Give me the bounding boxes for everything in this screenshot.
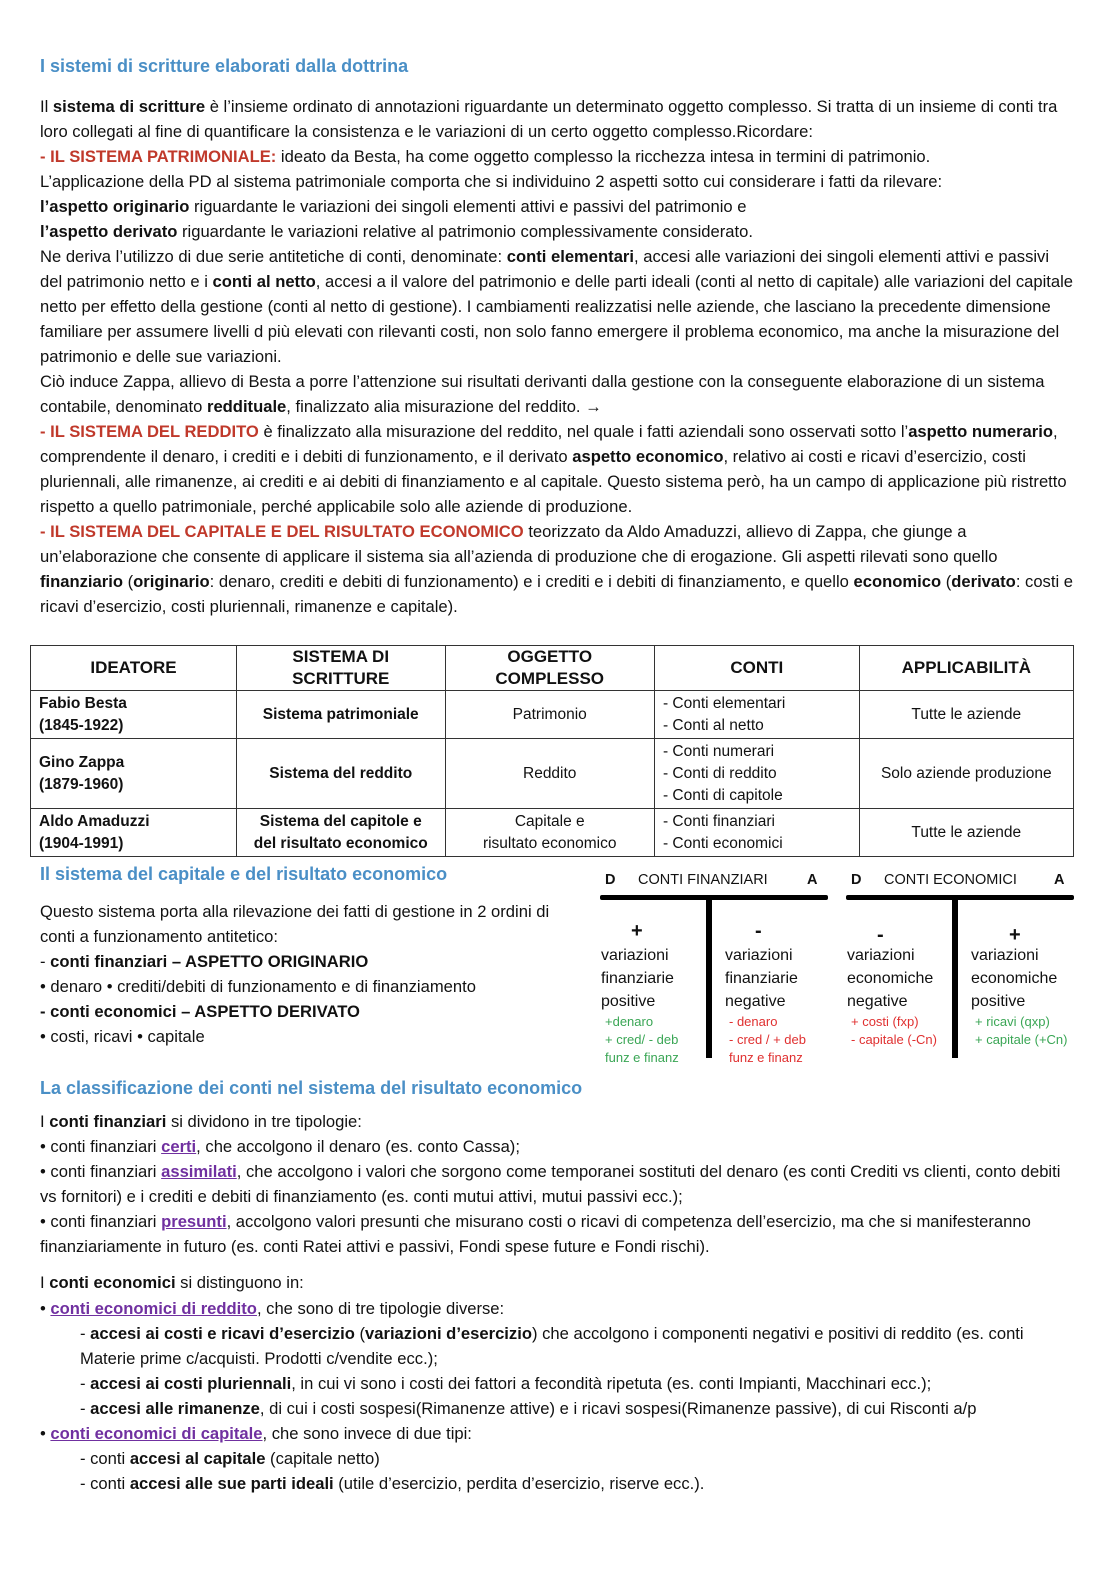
cell-applicabilita: Tutte le aziende	[859, 691, 1073, 739]
debit-label: D	[605, 872, 616, 888]
text-segment: accesi alle rimanenze	[90, 1399, 260, 1418]
variation-line: positive	[971, 993, 1026, 1010]
heading-sistema-capitale: Il sistema del capitale e del risultato economico	[40, 864, 448, 884]
text-segment: , comprendente il denaro, i crediti e i debiti di funzionamento, e il derivato	[40, 422, 1058, 466]
credit-label: A	[1054, 872, 1065, 888]
cell-oggetto	[445, 691, 654, 739]
cell-sistema	[236, 739, 445, 809]
paragraph	[40, 144, 1074, 169]
note-line: + capitale (+Cn)	[975, 1032, 1068, 1047]
cell-line: Sistema del reddito	[269, 764, 413, 782]
cell-applicabilita: Tutte le aziende	[859, 809, 1073, 857]
column-header: APPLICABILITÀ	[859, 646, 1073, 691]
t-account-divider	[706, 898, 712, 1058]
text-segment: derivato	[951, 572, 1016, 591]
text-segment: • denaro • crediti/debiti di funzionamento e di finanziamento	[40, 977, 476, 996]
text-segment: accesi ai costi pluriennali	[90, 1374, 292, 1393]
text-segment: : costi e ricavi d’esercizio, costi pluriennali, rimanenze e capitale).	[40, 572, 1073, 616]
paragraph	[40, 1371, 1074, 1396]
paragraph	[40, 194, 1074, 219]
note-line: - denaro	[729, 1014, 778, 1029]
paragraph	[40, 1024, 570, 1049]
text-segment: , relativo ai costi e ricavi d’esercizio, costi pluriennali, alle rimanenze, ai crediti e ai debiti di finanziamento e al capitale. Questo sistema però, ha un campo di applicazione più ristretto rispetto a quello patrimoniale, perché applicabile solo alle aziende di produzione.	[40, 447, 1067, 516]
cell-line: Reddito	[523, 764, 577, 782]
variation-line: variazioni	[971, 947, 1039, 964]
paragraph	[40, 1446, 1074, 1471]
text-segment: ideato da Besta, ha come oggetto complesso la ricchezza intesa in termini di patrimonio.	[276, 147, 931, 166]
text-segment: (	[941, 572, 952, 591]
cell-sistema	[236, 691, 445, 739]
text-segment: - conti	[80, 1449, 130, 1468]
paragraph	[40, 1209, 1074, 1259]
paragraph	[40, 419, 1074, 519]
t-account-side	[725, 944, 806, 1067]
text-segment: è l’insieme ordinato di annotazioni riguardante un determinato oggetto complesso. Si tratta di un insieme di conti tra loro collegati al fine di quantificare la consistenza e le variazioni di un certo oggetto complesso.Ricordare:	[40, 97, 1058, 141]
text-segment: conti finanziari – ASPETTO ORIGINARIO	[50, 952, 369, 971]
cell-line: Sistema del capitole e	[259, 812, 422, 830]
cell-conti	[654, 809, 859, 857]
paragraph	[40, 899, 570, 949]
cell-line: - Conti finanziari	[662, 812, 775, 830]
paragraph	[40, 974, 570, 999]
note-line: - capitale (-Cn)	[851, 1032, 937, 1047]
sistema-capitale-text	[40, 899, 570, 1049]
cell-line: (1845-1922)	[39, 716, 124, 734]
paragraph	[40, 1159, 1074, 1209]
cell-line: - Conti economici	[662, 834, 783, 852]
t-account-bar	[600, 895, 828, 900]
cell-line: risultato economico	[482, 834, 617, 852]
heading-classificazione: La classificazione dei conti nel sistema del risultato economico	[40, 1078, 583, 1098]
text-segment: accesi alle sue parti ideali	[129, 1474, 334, 1493]
table-row	[31, 739, 1074, 809]
column-header: SISTEMA DI SCRITTURE	[236, 646, 445, 691]
variation-line: variazioni	[725, 947, 793, 964]
text-segment: Ne deriva l’utilizzo di due serie antitetiche di conti, denominate:	[40, 247, 507, 266]
text-segment: , che sono di tre tipologie diverse:	[256, 1299, 505, 1318]
text-segment: Questo sistema porta alla rilevazione dei fatti di gestione in 2 ordini di conti a funzionamento antitetico:	[40, 902, 550, 946]
text-segment: I	[40, 1112, 50, 1131]
paragraph	[40, 1296, 1074, 1321]
text-segment: (	[354, 1324, 366, 1343]
paragraph	[40, 1109, 1074, 1134]
t-account-side	[971, 944, 1068, 1049]
text-segment: conti elementari	[506, 247, 634, 266]
cell-ideatore	[31, 739, 237, 809]
table-row	[31, 809, 1074, 857]
text-segment: conti finanziari	[49, 1112, 167, 1131]
notes	[725, 1013, 806, 1067]
cell-ideatore	[31, 691, 237, 739]
conti-finanziari-text	[40, 1109, 1074, 1259]
text-segment: , che accolgono il denaro (es. conto Cassa);	[196, 1137, 520, 1156]
text-segment: , di cui i costi sospesi(Rimanenze attive) e i ricavi sospesi(Rimanenze passive), di cui Risconti a/p	[259, 1399, 977, 1418]
column-header: OGGETTO COMPLESSO	[445, 646, 654, 691]
paragraph	[40, 999, 570, 1024]
text-segment: -	[40, 952, 51, 971]
text-segment: ) che accolgono i componenti negativi e positivi di reddito (es. conti Materie prime c/acquisti. Prodotti c/vendite ecc.);	[80, 1324, 1024, 1368]
table-row	[31, 691, 1074, 739]
column-header: CONTI	[654, 646, 859, 691]
paragraph	[40, 1134, 1074, 1159]
note-line: + costi (fxp)	[851, 1014, 919, 1029]
t-account-side	[601, 944, 679, 1067]
text-segment: reddituale	[206, 397, 287, 416]
paragraph	[40, 244, 1074, 369]
debit-label: D	[851, 872, 862, 888]
paragraph	[40, 1421, 1074, 1446]
text-segment: -	[80, 1399, 91, 1418]
text-segment: teorizzato da Aldo Amaduzzi, allievo di Zappa, che giunge a un’elaborazione che consente di applicare il sistema sia all’azienda di produzione che di erogazione. Gli aspetti rilevati sono quello	[40, 522, 998, 566]
text-segment: , che sono invece di due tipi:	[262, 1424, 472, 1443]
text-segment: •	[40, 1424, 51, 1443]
text-segment: -	[80, 1374, 91, 1393]
sign: +	[631, 920, 643, 942]
text-segment: variazioni d’esercizio	[365, 1324, 532, 1343]
text-segment: - IL SISTEMA PATRIMONIALE:	[40, 147, 277, 166]
text-segment: • conti finanziari	[40, 1137, 162, 1156]
paragraph	[40, 1396, 1074, 1421]
text-segment: L’applicazione della PD al sistema patrimoniale comporta che si individuino 2 aspetti sotto cui considerare i fatti da rilevare:	[40, 172, 943, 191]
variation-line: finanziarie	[725, 970, 798, 987]
text-segment: • conti finanziari	[40, 1212, 162, 1231]
text-segment: aspetto numerario	[908, 422, 1053, 441]
paragraph	[40, 169, 1074, 194]
term-link[interactable]: conti economici di reddito	[50, 1299, 257, 1318]
paragraph	[40, 369, 1074, 419]
column-header: IDEATORE	[31, 646, 237, 691]
text-segment: , accolgono valori presunti che misurano costi o ricavi di competenza dell’esercizio, ma che si manifesteranno finanziariamente in futuro (es. conti Ratei attivi e passivi, Fondi spese future e Fondi rischi).	[40, 1212, 1031, 1256]
text-segment: -	[80, 1324, 91, 1343]
cell-line: Aldo Amaduzzi	[39, 812, 150, 830]
note-line: + ricavi (qxp)	[975, 1014, 1050, 1029]
t-account-divider	[952, 898, 958, 1058]
text-segment: conti al netto	[212, 272, 316, 291]
cell-line: - Conti di reddito	[662, 764, 777, 782]
sign: +	[1009, 924, 1021, 946]
t-account-title: CONTI FINANZIARI	[638, 872, 768, 888]
note-line: funz e finanz	[605, 1050, 679, 1065]
text-segment: , accesi a il valore del patrimonio e delle parti ideali (conti al netto di capitale) alle variazioni del capitale netto per effetto della gestione (conti al netto di gestione). I cambiamenti realizzatisi nelle aziende, che lasciano la precedente dimensione familiare per assumere livelli d più elevati con rilevanti costi, non solo fanno emergere il problema economico, ma anche la misurazione del patrimonio e delle sue variazioni.	[40, 272, 1074, 366]
variation-line: variazioni	[601, 947, 669, 964]
cell-line: (1879-1960)	[39, 775, 124, 793]
text-segment: si dividono in tre tipologie:	[166, 1112, 362, 1131]
text-segment: sistema di scritture	[52, 97, 206, 116]
paragraph	[40, 949, 570, 974]
cell-sistema	[236, 809, 445, 857]
text-segment: • costi, ricavi • capitale	[40, 1027, 205, 1046]
cell-conti	[654, 691, 859, 739]
text-segment: aspetto economico	[572, 447, 724, 466]
text-segment: •	[40, 1299, 51, 1318]
text-segment: - IL SISTEMA DEL CAPITALE E DEL RISULTATO ECONOMICO	[40, 522, 524, 541]
text-segment: , accesi alle variazioni dei singoli elementi attivi e passivi del patrimonio netto e i	[40, 247, 1050, 291]
text-segment: accesi al capitale	[129, 1449, 266, 1468]
text-segment: • conti finanziari	[40, 1162, 162, 1181]
text-segment: (utile d’esercizio, perdita d’esercizio, riserve ecc.).	[333, 1474, 705, 1493]
note-line: +denaro	[605, 1014, 654, 1029]
cell-ideatore	[31, 809, 237, 857]
text-segment: (	[122, 572, 134, 591]
text-segment: si distinguono in:	[175, 1273, 304, 1292]
term-link[interactable]: assimilati	[161, 1162, 237, 1181]
text-segment: economico	[853, 572, 942, 591]
cell-conti	[654, 739, 859, 809]
paragraph	[40, 94, 1074, 144]
term-link[interactable]: presunti	[161, 1212, 227, 1231]
term-link[interactable]: conti economici di capitale	[50, 1424, 263, 1443]
table-header-row	[31, 646, 1074, 691]
cell-line: - Conti di capitole	[662, 786, 783, 804]
text-segment: , in cui vi sono i costi dei fattori a fecondità ripetuta (es. conti Impianti, Macchinari ecc.);	[291, 1374, 932, 1393]
cell-line: Sistema patrimoniale	[262, 705, 419, 723]
intro-text	[40, 94, 1074, 619]
sign: -	[755, 920, 762, 942]
text-segment: originario	[133, 572, 210, 591]
paragraph	[40, 1321, 1074, 1371]
text-segment: - conti	[80, 1474, 130, 1493]
cell-line: Fabio Besta	[39, 694, 127, 712]
heading-sistemi-scritture: I sistemi di scritture elaborati dalla dottrina	[40, 56, 409, 76]
text-segment: finanziario	[40, 572, 123, 591]
text-segment: è finalizzato alla misurazione del reddito, nel quale i fatti aziendali sono osservati sotto l’	[258, 422, 909, 441]
note-line: funz e finanz	[729, 1050, 803, 1065]
cell-oggetto	[445, 739, 654, 809]
paragraph	[40, 1471, 1074, 1496]
variation-line: variazioni	[847, 947, 915, 964]
t-account-bar	[846, 895, 1074, 900]
t-account-side	[847, 944, 937, 1049]
text-segment: conti economici	[49, 1273, 176, 1292]
term-link[interactable]: certi	[161, 1137, 197, 1156]
cell-line: - Conti numerari	[662, 742, 775, 760]
credit-label: A	[807, 872, 818, 888]
cell-line: - Conti al netto	[662, 716, 764, 734]
variation-line: economiche	[847, 970, 934, 987]
cell-line: Capitale e	[514, 812, 585, 830]
text-segment: I	[40, 1273, 50, 1292]
notes	[971, 1013, 1068, 1049]
paragraph	[40, 1270, 1074, 1295]
variation-line: positive	[601, 993, 656, 1010]
cell-line: - Conti elementari	[662, 694, 786, 712]
cell-applicabilita: Solo aziende produzione	[859, 739, 1073, 809]
t-account-title: CONTI ECONOMICI	[884, 872, 1017, 888]
notes	[847, 1013, 937, 1049]
text-segment: - IL SISTEMA DEL REDDITO	[40, 422, 259, 441]
variation-line: negative	[847, 993, 908, 1010]
notes	[601, 1013, 679, 1067]
cell-line: Patrimonio	[512, 705, 587, 723]
text-segment: (capitale netto)	[265, 1449, 380, 1468]
text-segment: riguardante le variazioni dei singoli elementi attivi e passivi del patrimonio e	[189, 197, 747, 216]
text-segment: - conti economici – ASPETTO DERIVATO	[40, 1002, 360, 1021]
variation-line: finanziarie	[601, 970, 674, 987]
text-segment: l’aspetto originario	[40, 197, 190, 216]
sign: -	[877, 924, 884, 946]
text-segment: Ciò induce Zappa, allievo di Besta a porre l’attenzione sui risultati derivanti dalla gestione con la conseguente elaborazione di un sistema contabile, denominato	[40, 372, 1045, 416]
cell-line: del risultato economico	[253, 834, 428, 852]
note-line: + cred/ - deb	[605, 1032, 679, 1047]
text-segment: : denaro, crediti e debiti di funzionamento) e i crediti e i debiti di finanziamento, e quello	[209, 572, 854, 591]
conti-economici-text	[40, 1270, 1074, 1496]
cell-line: Gino Zappa	[39, 753, 125, 771]
variation-line: negative	[725, 993, 786, 1010]
note-line: - cred / + deb	[729, 1032, 806, 1047]
paragraph	[40, 219, 1074, 244]
text-segment: riguardante le variazioni relative al patrimonio complessivamente considerato.	[177, 222, 753, 241]
variation-line: economiche	[971, 970, 1058, 987]
cell-line: (1904-1991)	[39, 834, 124, 852]
paragraph	[40, 519, 1074, 619]
text-segment: Il	[40, 97, 53, 116]
text-segment: , che accolgono i valori che sorgono come temporanei sostituti del denaro (es conti Crediti vs clienti, conto debiti vs fornitori) e i crediti e debiti di finanziamento (es. conti mutui attivi, mutui passivi ecc.);	[40, 1162, 1061, 1206]
cell-oggetto	[445, 809, 654, 857]
text-segment: , finalizzato alia misurazione del reddito. →	[286, 397, 602, 416]
text-segment: l’aspetto derivato	[40, 222, 178, 241]
text-segment: accesi ai costi e ricavi d’esercizio	[90, 1324, 355, 1343]
sistemi-table	[30, 645, 1074, 857]
